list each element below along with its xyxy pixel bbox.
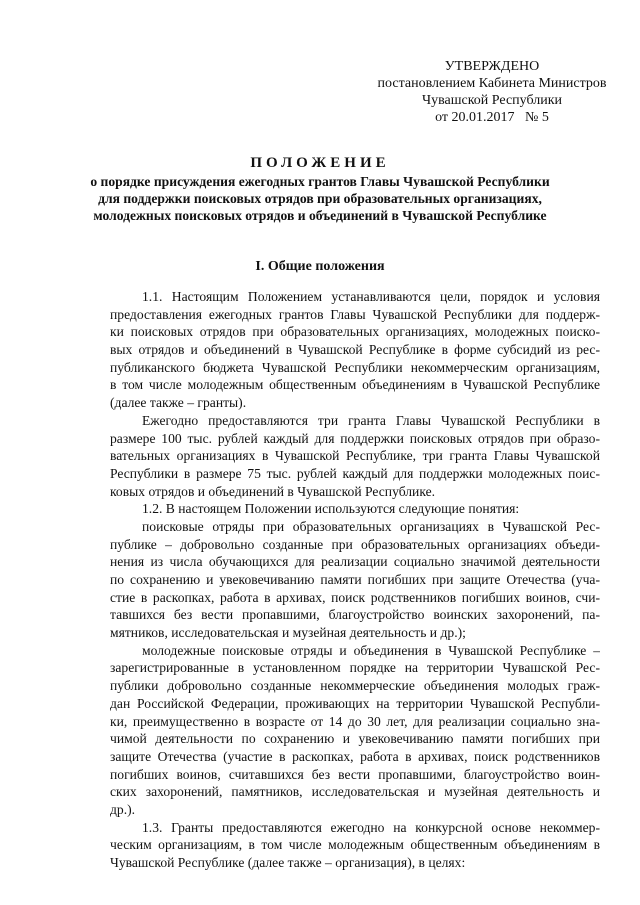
- body-line: публике – добровольно созданные при образовательных организациях объеди-: [110, 536, 600, 552]
- body-line: зарегистрированные в установленном порядке на территории Чувашской Рес-: [110, 660, 600, 676]
- body-line: (далее также – гранты).: [110, 395, 247, 411]
- body-line: публиканского бюджета Чувашской Республики некоммерческим организациям,: [110, 359, 600, 375]
- document-title-line: молодежных поисковых отрядов и объединений в Чувашской Республике: [93, 208, 547, 223]
- document-title-line: для поддержки поисковых отрядов при образовательных организациях,: [98, 191, 542, 206]
- document-title: [0, 153, 640, 224]
- body-line: молодежные поисковые отряды и объединения в Чувашской Республике –: [142, 642, 600, 658]
- body-line: нения из числа обучающихся для реализации социально значимой деятельности: [110, 554, 600, 570]
- body-line: 1.1. Настоящим Положением устанавливаются цели, порядок и условия: [142, 289, 600, 304]
- body-line: мятников, исследовательская и музейная деятельность и др.);: [110, 625, 466, 641]
- approval-authority: постановлением Кабинета Министров: [377, 76, 607, 91]
- body-line: поисковые отряды при образовательных организациях в Чувашской Рес-: [142, 518, 600, 534]
- body-line: ковых отрядов и объединений в Чувашской Республике.: [110, 483, 436, 499]
- body-line: вых отрядов и объединений в Чувашской Республике в форме субсидий из рес-: [110, 342, 600, 358]
- document-title-line: о порядке присуждения ежегодных грантов Главы Чувашской Республики: [90, 174, 550, 189]
- body-line: чимой деятельности по сохранению и увековечиванию памяти погибших при: [110, 731, 600, 747]
- approval-republic: Чувашской Республики: [421, 93, 563, 108]
- body-line: предоставления ежегодных грантов Главы Чувашской Республики для поддерж-: [110, 306, 600, 322]
- body-line: вательных организациях в Чувашской Республике, три гранта Главы Чувашской: [110, 448, 600, 464]
- body-line: Республики в размере 75 тыс. рублей каждый для поддержки молодежных поис-: [110, 465, 600, 481]
- body-line: стие в раскопках, работа в архивах, поиск родственников погибших воинов, счи-: [110, 589, 600, 605]
- approval-stamp: [372, 58, 612, 126]
- body-line: по сохранению и увековечиванию памяти погибших при защите Отечества (уча-: [110, 572, 600, 587]
- body-line: тавшихся без вести пропавшими, благоустройство воинских захоронений, па-: [110, 607, 600, 623]
- document-body: [110, 288, 600, 872]
- body-line: ки поисковых отрядов при образовательных организациях, молодежных поиско-: [110, 324, 600, 340]
- body-line: публики добровольно созданные некоммерческие объединения молодых граж-: [110, 678, 600, 694]
- body-line: 1.2. В настоящем Положении используются следующие понятия:: [142, 501, 520, 517]
- body-line: ческим организациям, в том числе молодежным общественным объединениям в: [110, 837, 600, 853]
- body-line: защите Отечества (участие в раскопках, работа в архивах, поиск родственников: [110, 748, 600, 764]
- approval-date-number: от 20.01.2017 № 5: [435, 110, 549, 125]
- body-line: погибших воинов, считавшихся без вести пропавшими, благоустройство воин-: [110, 766, 600, 782]
- body-line: Чувашской Республике (далее также – организация), в целях:: [110, 855, 466, 870]
- body-line: Ежегодно предоставляются три гранта Главы Чувашской Республики в: [142, 412, 600, 428]
- section-heading: I. Общие положения: [255, 259, 385, 274]
- document-title-main: ПОЛОЖЕНИЕ: [250, 155, 390, 171]
- approval-heading: УТВЕРЖДЕНО: [444, 59, 540, 74]
- body-line: дан Российской Федерации, проживающих на территории Чувашской Республи-: [110, 695, 600, 711]
- body-line: др.).: [110, 801, 136, 817]
- body-line: ских захоронений, памятников, исследовательская и музейная деятельность и: [110, 784, 600, 800]
- body-line: 1.3. Гранты предоставляются ежегодно на конкурсной основе некоммер-: [142, 819, 600, 835]
- body-line: в том числе молодежным общественным объединениям в Чувашской Республике: [110, 377, 600, 393]
- body-line: ки, преимущественно в возрасте от 14 до 30 лет, для реализации социально зна-: [110, 713, 600, 729]
- body-line: размере 100 тыс. рублей каждый для поддержки поисковых отрядов при образо-: [110, 430, 600, 446]
